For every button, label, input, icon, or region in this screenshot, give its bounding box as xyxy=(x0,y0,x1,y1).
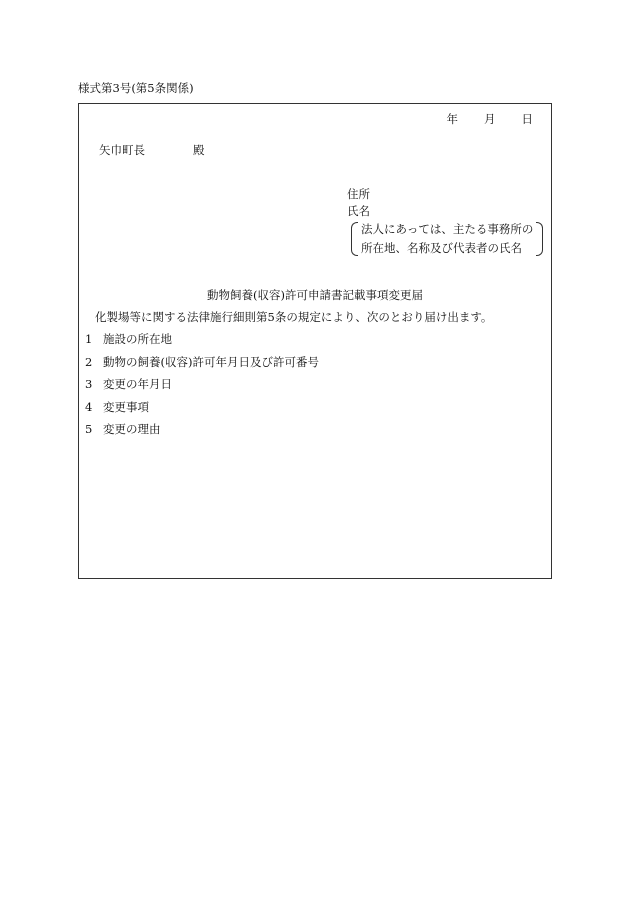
addressee-honorific: 殿 xyxy=(193,143,205,157)
form-number: 様式第3号(第5条関係) xyxy=(78,81,194,95)
date-row xyxy=(447,111,534,127)
name-label: 氏名 xyxy=(347,204,370,218)
list-item xyxy=(85,354,319,377)
addressee xyxy=(99,142,205,158)
date-day: 日 xyxy=(521,112,533,126)
date-year: 年 xyxy=(446,112,458,126)
item-number: 2 xyxy=(85,354,93,369)
form-frame xyxy=(78,103,552,579)
list-item xyxy=(85,331,319,354)
item-label: 動物の飼養(収容)許可年月日及び許可番号 xyxy=(103,354,319,369)
list-item xyxy=(85,421,319,444)
item-number: 1 xyxy=(85,332,93,346)
item-list xyxy=(85,331,319,444)
list-item xyxy=(85,399,319,422)
item-label: 施設の所在地 xyxy=(103,332,172,346)
item-label: 変更の年月日 xyxy=(103,377,172,391)
addressee-name: 矢巾町長 xyxy=(99,143,145,157)
left-bracket xyxy=(351,222,358,256)
item-number: 4 xyxy=(85,399,93,414)
body-text: 化製場等に関する法律施行細則第5条の規定により、次のとおり届け出ます。 xyxy=(95,310,493,324)
address-label: 住所 xyxy=(347,187,370,201)
corporate-note-line2: 所在地、名称及び代表者の氏名 xyxy=(361,241,522,255)
item-number: 3 xyxy=(85,377,93,391)
right-bracket xyxy=(536,222,543,256)
item-label: 変更の理由 xyxy=(103,422,161,436)
item-label: 変更事項 xyxy=(103,399,149,414)
list-item xyxy=(85,376,319,399)
item-number: 5 xyxy=(85,422,93,436)
date-month: 月 xyxy=(484,112,496,126)
corporate-note xyxy=(351,221,543,257)
corporate-note-line1: 法人にあっては、主たる事務所の xyxy=(361,222,534,236)
document-title: 動物飼養(収容)許可申請書記載事項変更届 xyxy=(207,288,423,302)
